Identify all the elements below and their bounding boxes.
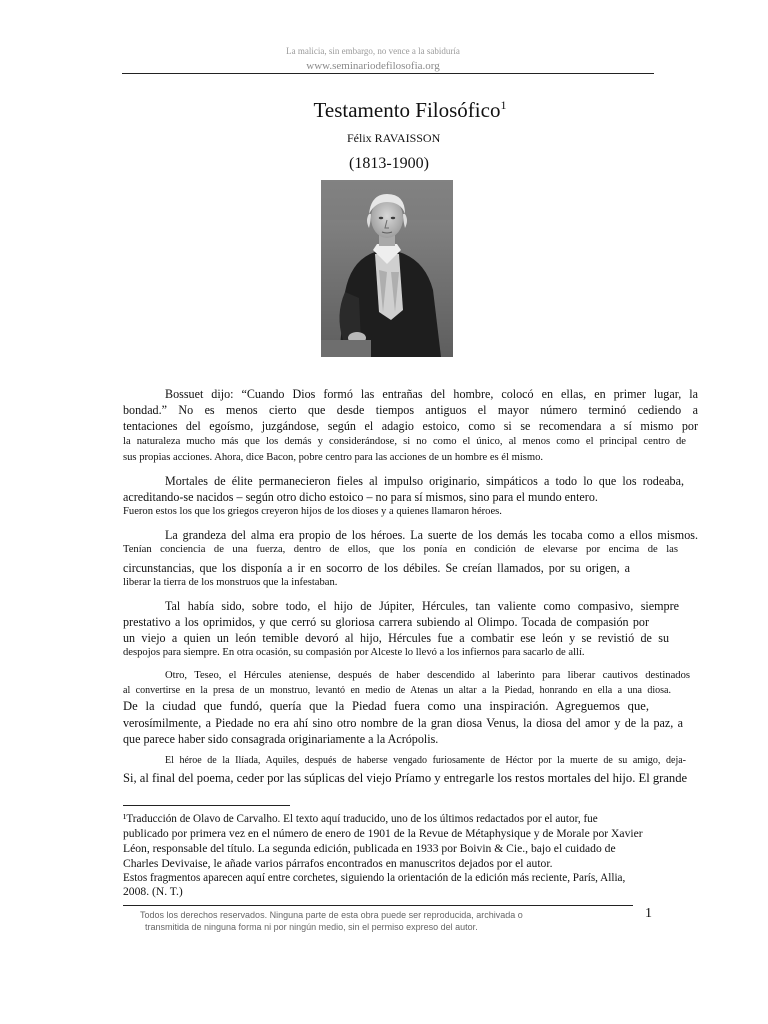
body-line: Tenían conciencia de una fuerza, dentro de ellos, que los ponía en condición de elevarse por encima de las <box>123 544 678 555</box>
body-line: prestativo a los oprimidos, y que cerró su gloriosa carrera subiendo al Olimpo. Tocada de compasión por <box>123 615 649 629</box>
footnote-line: ¹Traducción de Olavo de Carvalho. El texto aquí traducido, uno de los últimos redactados por el autor, fue <box>123 813 598 825</box>
body-line: despojos para siempre. En otra ocasión, su compasión por Alceste lo llevó a los infiernos para sacarlo de allí. <box>123 647 585 658</box>
author-name: Félix RAVAISSON <box>347 131 441 145</box>
footer-copyright <box>140 909 523 933</box>
body-line: la naturaleza mucho más que los demás y considerándose, si no como el único, al menos como el principal centro de <box>123 436 686 447</box>
header-motto: La malicia, sin embargo, no vence a la sabiduría <box>286 46 460 56</box>
body-line: liberar la tierra de los monstruos que la infestaban. <box>123 577 338 588</box>
footnote-line: publicado por primera vez en el número de enero de 1901 de la Revue de Métaphysique y de Morale por Xavier <box>123 827 643 840</box>
body-line: bondad.” No es menos cierto que desde tiempos antiguos el mayor número terminó cediendo a <box>123 403 698 417</box>
body-line: verosímilmente, a Piedade no era ahí sino otro nombre de la gran diosa Venus, la diosa del amor y de la paz, a <box>123 716 683 730</box>
author-portrait <box>321 180 453 357</box>
body-line: Mortales de élite permanecieron fieles al impulso originario, simpáticos a todo lo que los rodeaba, <box>165 474 684 488</box>
page-title-text: Testamento Filosófico <box>313 98 501 122</box>
footnote-divider <box>123 805 290 806</box>
page-title <box>0 98 768 123</box>
body-line: Si, al final del poema, ceder por las súplicas del viejo Príamo y entregarle los restos mortales del hijo. El grande <box>123 771 688 785</box>
footnote-line: 2008. (N. T.) <box>123 885 183 898</box>
body-line: que parece haber sido consagrada originariamente a la Acrópolis. <box>123 732 439 746</box>
footnote-line: Charles Devivaise, le añade varios párrafos encontrados en manuscritos dejados por el autor. <box>123 857 553 870</box>
author-years: (1813-1900) <box>349 155 429 172</box>
body-line: acreditando-se nacidos – según otro dicho estoico – no para sí mismos, sino para el mundo entero. <box>123 490 598 504</box>
body-line: circunstancias, que los disponía a ir en socorro de los débiles. Se creían llamados, por su origen, a <box>123 561 630 575</box>
body-line: tentaciones del egoísmo, juzgándose, según el adagio estoico, como si se recomendara a sí mismo por <box>123 419 698 433</box>
header-site-url[interactable]: www.seminariodefilosofia.org <box>306 60 440 72</box>
body-line: al convertirse en la presa de un monstruo, levantó en medio de Atenas un altar a la Piedad, honrando en ella a una diosa. <box>123 685 671 696</box>
body-line: Tal había sido, sobre todo, el hijo de Júpiter, Hércules, tan valiente como compasivo, siempre <box>165 599 679 613</box>
footnote-line: Léon, responsable del título. La segunda edición, publicada en 1933 por Boivin & Cie., bajo el cuidado de <box>123 842 616 855</box>
body-line: un viejo a quien un león temible devoró al hijo, Hércules fue a combatir ese león y se revistió de su <box>123 631 669 645</box>
body-line: Otro, Teseo, el Hércules ateniense, después de haber descendido al laberinto para liberar cautivos destinados <box>165 670 690 681</box>
header-divider <box>122 73 654 74</box>
portrait-photo-image <box>321 180 453 357</box>
title-footnote-mark[interactable]: 1 <box>500 98 507 112</box>
page-number: 1 <box>645 906 652 921</box>
body-line: Bossuet dijo: “Cuando Dios formó las entrañas del hombre, colocó en ellas, en primer lugar, la <box>165 387 698 401</box>
footer-line-1: Todos los derechos reservados. Ninguna parte de esta obra puede ser reproducida, archivada o <box>140 910 523 920</box>
footnote-line: Estos fragmentos aparecen aquí entre corchetes, siguiendo la orientación de la edición más reciente, París, Allia, <box>123 872 626 884</box>
body-line: sus propias acciones. Ahora, dice Bacon, pobre centro para las acciones de un hombre es él mismo. <box>123 452 544 463</box>
body-line: El héroe de la Ilíada, Aquiles, después de haberse vengado furiosamente de Héctor por la muerte de su amigo, deja- <box>165 755 686 766</box>
body-line: La grandeza del alma era propio de los héroes. La suerte de los demás les tocaba como a ellos mismos. <box>165 528 698 542</box>
body-line: Fueron estos los que los griegos creyeron hijos de los dioses y a quienes llamaron héroes. <box>123 506 502 517</box>
footer-divider <box>123 905 633 906</box>
footer-line-2: transmitida de ninguna forma ni por ningún medio, sin el permiso expreso del autor. <box>145 922 478 932</box>
body-line: De la ciudad que fundó, quería que la Piedad fuera como una inspiración. Agreguemos que, <box>123 699 649 713</box>
